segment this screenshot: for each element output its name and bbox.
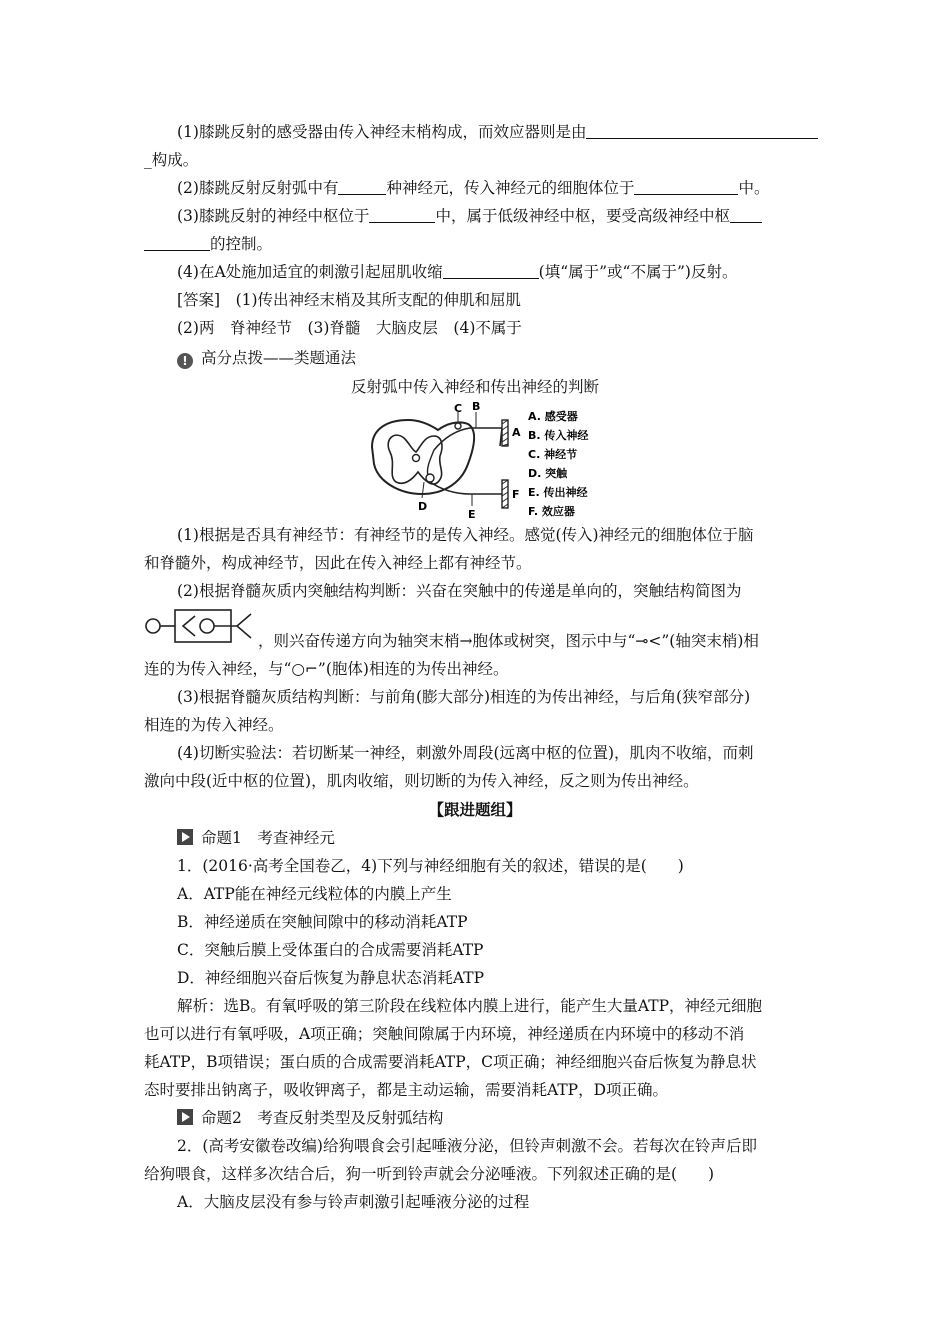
- para-3b: 相连的为传入神经。: [144, 716, 284, 734]
- para-2a: (2)根据脊髓灰质内突触结构判断：兴奋在突触中的传递是单向的，突触结构简图为: [177, 582, 742, 600]
- solution-1d: 态时要排出钠离子，吸收钾离子，都是主动运输，需要消耗ATP，D项正确。: [144, 1081, 669, 1099]
- text: 中，属于低级神经中枢，要受高级神经中枢: [435, 207, 730, 225]
- answer-blank: [586, 122, 818, 139]
- text: 中。: [738, 179, 770, 197]
- solution-1c: 耗ATP，B项错误；蛋白质的合成需要消耗ATP，C项正确；神经细胞兴奋后恢复为静息状: [144, 1053, 757, 1071]
- label-d: D: [418, 500, 428, 513]
- para-4a: (4)切断实验法：若切断某一神经，刺激外周段(远离中枢的位置)，肌肉不收缩，而刺: [177, 744, 754, 762]
- synapse-schematic: [143, 606, 255, 646]
- legend-item: C. 神经节: [528, 448, 578, 461]
- text: (填“属于”或“不属于”)反射。: [538, 263, 738, 281]
- play-icon: [177, 1109, 193, 1125]
- heading-text: 高分点拨——类题通法: [201, 349, 357, 367]
- figure-title: 反射弧中传入神经和传出神经的判断: [350, 378, 599, 396]
- topic-1-heading: [177, 827, 335, 849]
- exclamation-icon: !: [177, 353, 193, 369]
- para-1a: (1)根据是否具有神经节：有神经节的是传入神经。感觉(传入)神经元的细胞体位于脑: [177, 526, 754, 544]
- text: (2)膝跳反射反射弧中有: [177, 179, 339, 197]
- legend-item: B. 传入神经: [528, 429, 589, 442]
- question-1-option-b: B．神经递质在突触间隙中的移动消耗ATP: [177, 913, 468, 931]
- label-c: C: [454, 402, 463, 415]
- question-1-option-a: A．ATP能在神经元线粒体的内膜上产生: [177, 885, 452, 903]
- cell-body-icon: [200, 619, 214, 633]
- text: 的控制。: [210, 235, 273, 253]
- answer-blank: [634, 178, 738, 195]
- answer-line-1: [答案] (1)传出神经末梢及其所支配的伸肌和屈肌: [177, 291, 522, 309]
- cell-body-icon: [146, 619, 160, 633]
- label-b: B: [472, 402, 481, 413]
- question-1-option-d: D．神经细胞兴奋后恢复为静息状态消耗ATP: [177, 969, 485, 987]
- label-a: A: [512, 426, 521, 439]
- q-line-1b: _构成。: [144, 151, 199, 169]
- reflex-arc-figure: [360, 402, 630, 522]
- answer-blank: [730, 206, 762, 223]
- text: 种神经元，传入神经元的细胞体位于: [386, 179, 635, 197]
- tip-heading: [177, 347, 356, 369]
- legend-item: A. 感受器: [528, 410, 578, 423]
- label-e: E: [468, 508, 476, 521]
- para-4b: 激向中段(近中枢的位置)，肌肉收缩，则切断的为传入神经，反之则为传出神经。: [144, 772, 699, 790]
- q-line-1: [177, 121, 818, 143]
- para-2b: ，则兴奋传递方向为轴突末梢→胞体或树突，图示中与“⊸<”(轴突末梢)相: [258, 632, 759, 650]
- text: (3)膝跳反射的神经中枢位于: [177, 207, 370, 225]
- label-f: F: [512, 488, 520, 501]
- answer-blank: [338, 178, 386, 195]
- legend-item: D. 突触: [528, 467, 568, 480]
- question-2-option-a: A．大脑皮层没有参与铃声刺激引起唾液分泌的过程: [177, 1193, 530, 1211]
- axon-terminal-icon: [237, 614, 251, 638]
- para-1b: 和脊髓外，构成神经节，因此在传入神经上都有神经节。: [144, 554, 532, 572]
- ganglion: [455, 423, 461, 429]
- answer-blank: [369, 206, 435, 223]
- question-1: 1．(2016·高考全国卷乙，4)下列与神经细胞有关的叙述，错误的是( ): [177, 857, 684, 875]
- answer-blank: [144, 234, 210, 251]
- follow-up-title: 【跟进题组】: [428, 800, 522, 819]
- legend-item: E. 传出神经: [528, 486, 588, 499]
- q-line-3b: [144, 233, 272, 255]
- answer-blank: [443, 262, 539, 279]
- text: (4)在A处施加适宜的刺激引起屈肌收缩: [177, 263, 443, 281]
- q-line-2: [177, 177, 770, 199]
- q-line-4: [177, 261, 737, 283]
- central-canal: [413, 455, 420, 462]
- para-3a: (3)根据脊髓灰质结构判断：与前角(膨大部分)相连的为传出神经，与后角(狭窄部分): [177, 688, 751, 706]
- question-1-option-c: C．突触后膜上受体蛋白的合成需要消耗ATP: [177, 941, 484, 959]
- legend-item: F. 效应器: [528, 505, 575, 518]
- answer-line-2: (2)两 脊神经节 (3)脊髓 大脑皮层 (4)不属于: [177, 319, 522, 337]
- question-2a: 2．(高考安徽卷改编)给狗喂食会引起唾液分泌，但铃声刺激不会。若每次在铃声后即: [177, 1137, 757, 1155]
- solution-1b: 也可以进行有氧呼吸，A项正确；突触间隙属于内环境，神经递质在内环境中的移动不消: [144, 1025, 745, 1043]
- play-icon: [177, 829, 193, 845]
- para-2c: 连的为传入神经，与“○⌐”(胞体)相连的为传出神经。: [144, 660, 509, 678]
- question-2b: 给狗喂食，这样多次结合后，狗一听到铃声就会分泌唾液。下列叙述正确的是( ): [144, 1165, 715, 1183]
- heading-text: 命题1 考查神经元: [201, 829, 335, 847]
- topic-2-heading: [177, 1107, 443, 1129]
- solution-1a: 解析：选B。有氧呼吸的第三阶段在线粒体内膜上进行，能产生大量ATP，神经元细胞: [177, 997, 763, 1015]
- heading-text: 命题2 考查反射类型及反射弧结构: [201, 1109, 444, 1127]
- q-line-3: [177, 205, 762, 227]
- synapse: [426, 474, 434, 482]
- text: (1)膝跳反射的感受器由传入神经末梢构成，而效应器则是由: [177, 123, 587, 141]
